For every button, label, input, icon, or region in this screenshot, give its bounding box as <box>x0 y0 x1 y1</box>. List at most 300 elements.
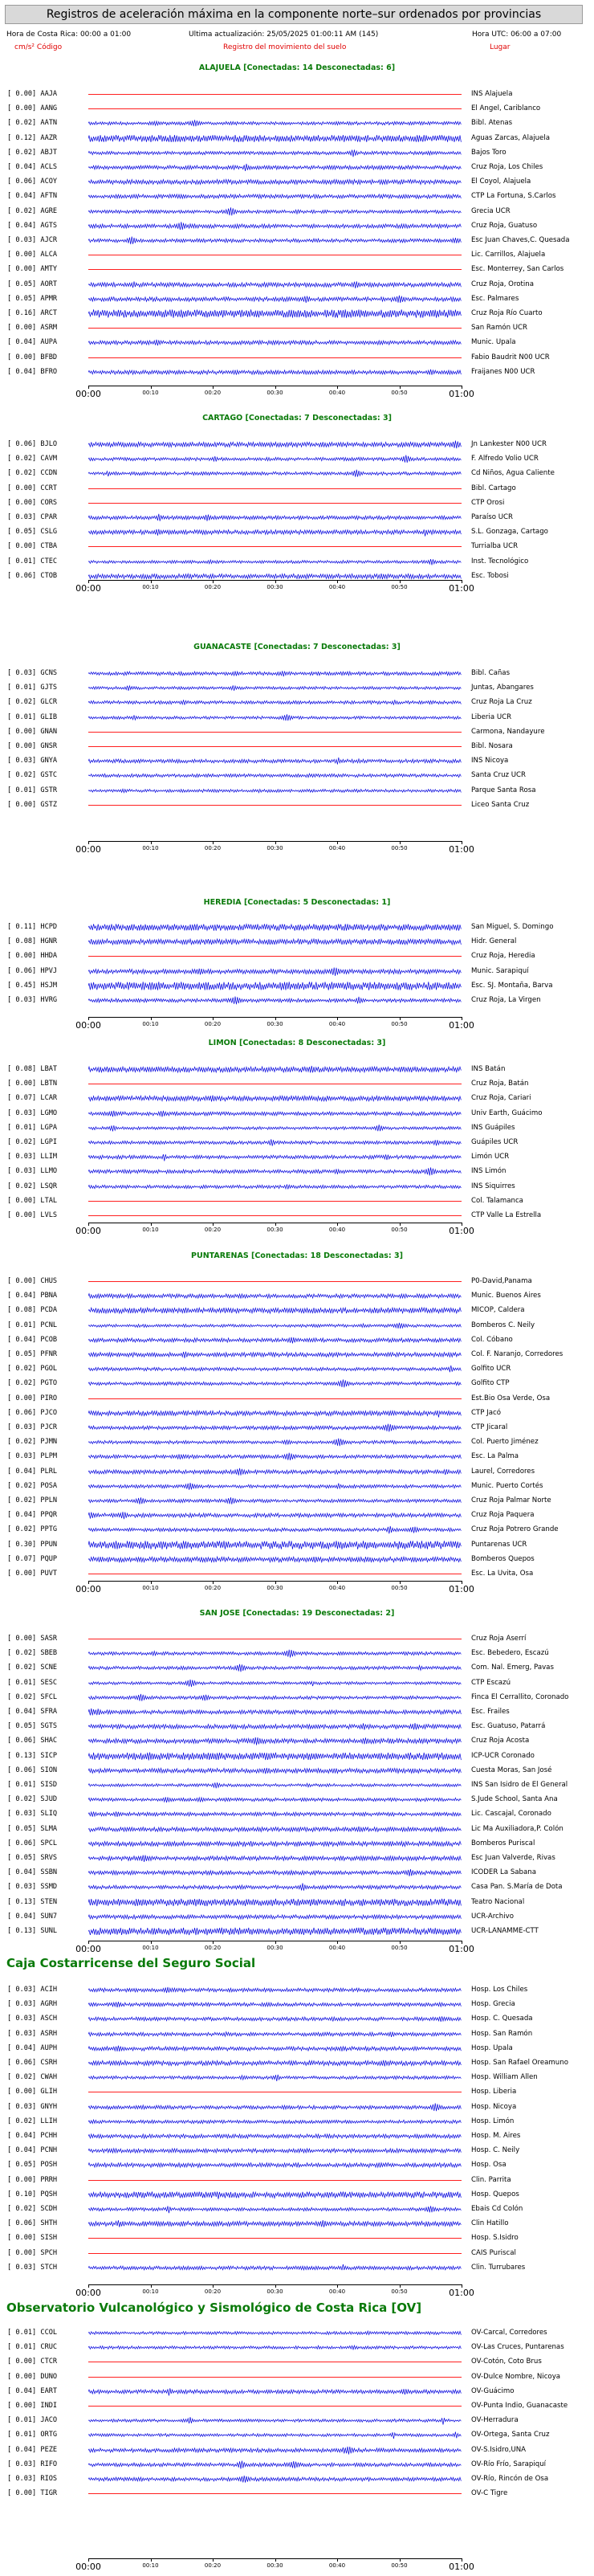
station-location: Carmona, Nandayure <box>471 727 545 736</box>
axis-minor-label: 00:40 <box>328 2562 346 2569</box>
station-row <box>0 2233 594 2243</box>
trace-waveform <box>88 1826 461 1831</box>
seismic-trace <box>88 1182 462 1192</box>
station-row <box>0 2263 594 2273</box>
station-location: Cruz Roja, Cariari <box>471 1094 531 1103</box>
seismic-trace <box>88 2386 462 2397</box>
seismic-trace <box>88 2160 462 2170</box>
disconnected-trace <box>88 264 462 275</box>
station-location: OV-C Tigre <box>471 2489 508 2498</box>
station-code: [ 0.06] SHTH <box>7 2219 58 2228</box>
seismic-trace <box>88 1481 462 1492</box>
station-row <box>0 1985 594 1995</box>
trace-waveform <box>88 1453 461 1460</box>
trace-waveform <box>88 774 461 778</box>
axis-tick <box>337 841 338 844</box>
axis-tick <box>275 1941 276 1944</box>
axis-tick <box>337 386 338 389</box>
unit-code-header: cm/s² Código <box>14 43 63 51</box>
station-row <box>0 2415 594 2426</box>
station-location: OV-Río, Rincón de Osa <box>471 2475 549 2483</box>
seismic-trace <box>88 2219 462 2229</box>
disconnected-trace <box>88 2401 462 2411</box>
station-row <box>0 250 594 260</box>
station-location: Bibl. Atenas <box>471 119 513 128</box>
station-location: CTP Jicaral <box>471 1423 508 1431</box>
station-row <box>0 280 594 290</box>
station-row <box>0 323 594 333</box>
seismic-trace <box>88 2145 462 2156</box>
station-row <box>0 1794 594 1805</box>
station-code: [ 0.03] ASRH <box>7 2029 58 2038</box>
station-location: Lic. Carrillos, Alajuela <box>471 251 546 259</box>
station-row <box>0 1721 594 1732</box>
trace-waveform <box>88 1752 461 1760</box>
station-row <box>0 1152 594 1162</box>
axis-tick <box>151 2558 152 2562</box>
seismic-trace <box>88 1108 462 1119</box>
trace-waveform <box>88 149 461 157</box>
station-code: [ 0.00] GNSR <box>7 742 58 750</box>
axis-minor-label: 00:10 <box>142 584 159 590</box>
trace-waveform <box>88 2432 461 2439</box>
trace-waveform <box>88 967 461 975</box>
station-location: Col. Talamanca <box>471 1196 523 1205</box>
station-row <box>0 221 594 231</box>
station-code: [ 0.13] STEN <box>7 1897 58 1906</box>
section-title: SAN JOSE [Conectadas: 19 Desconectadas: 2] <box>199 1609 395 1618</box>
trace-waveform <box>88 1782 461 1788</box>
axis-tick <box>213 1941 214 1944</box>
station-location: Cruz Roja, Heredia <box>471 952 535 961</box>
station-code: [ 0.04] PBNA <box>7 1292 58 1300</box>
seismic-trace <box>88 2058 462 2068</box>
station-row <box>0 683 594 693</box>
axis-minor-label: 00:40 <box>328 390 346 396</box>
station-code: [ 0.00] AMTY <box>7 265 58 274</box>
station-row <box>0 1751 594 1762</box>
station-code: [ 0.00] CORS <box>7 498 58 507</box>
station-code: [ 0.02] CCDN <box>7 469 58 478</box>
station-code: [ 0.04] PEZE <box>7 2445 58 2454</box>
station-row <box>0 1196 594 1206</box>
station-row <box>0 1210 594 1221</box>
station-code: [ 0.04] AGTS <box>7 221 58 230</box>
station-code: [ 0.10] PQSH <box>7 2190 58 2198</box>
axis-minor-label: 00:30 <box>266 1021 283 1027</box>
trace-waveform <box>88 340 461 345</box>
station-row <box>0 2401 594 2411</box>
trace-waveform <box>88 671 461 676</box>
seismic-trace <box>88 454 462 464</box>
axis-minor-label: 00:10 <box>142 845 159 851</box>
trace-waveform <box>88 757 461 764</box>
axis-minor-label: 00:50 <box>391 1021 408 1027</box>
station-code: [ 0.03] GNYA <box>7 757 58 765</box>
seismic-trace <box>88 1467 462 1477</box>
station-code: [ 0.06] CSRH <box>7 2059 58 2067</box>
disconnected-trace <box>88 741 462 752</box>
axis-tick <box>275 1017 276 1020</box>
station-code: [ 0.01] PCNL <box>7 1321 58 1329</box>
trace-waveform <box>88 1512 461 1519</box>
station-code: [ 0.00] CTCR <box>7 2358 58 2366</box>
station-row <box>0 995 594 1006</box>
station-location: Bibl. Nosara <box>471 742 513 750</box>
station-code: [ 0.02] PGOL <box>7 1365 58 1374</box>
station-location: Esc. Tobosi <box>471 571 509 580</box>
station-location: Cd Niños, Agua Caliente <box>471 469 555 478</box>
station-code: [ 0.02] SCDH <box>7 2205 58 2213</box>
station-row <box>0 1378 594 1389</box>
station-code: [ 0.00] GNAN <box>7 727 58 736</box>
station-row <box>0 89 594 100</box>
station-row <box>0 118 594 129</box>
station-row <box>0 2430 594 2440</box>
seismic-trace <box>88 668 462 679</box>
station-location: Hosp. Upala <box>471 2043 513 2052</box>
station-location: Esc. La Uvita, Osa <box>471 1570 534 1578</box>
seismic-trace <box>88 1839 462 1849</box>
trace-waveform <box>88 1066 461 1072</box>
seismic-trace <box>88 1707 462 1717</box>
disconnected-trace <box>88 1394 462 1404</box>
station-row <box>0 1394 594 1404</box>
trace-waveform <box>88 120 461 127</box>
station-location: UCR-Archivo <box>471 1912 514 1921</box>
axis-minor-label: 00:50 <box>391 390 408 396</box>
trace-waveform <box>88 1139 461 1145</box>
seismic-trace <box>88 235 462 246</box>
station-code: [ 0.00] LTAL <box>7 1196 58 1205</box>
axis-major-label: 00:00 <box>75 844 101 855</box>
station-location: Finca El Cerrallito, Coronado <box>471 1692 569 1701</box>
trace-waveform <box>88 2031 461 2036</box>
axis-tick <box>275 2284 276 2288</box>
station-code: [ 0.02] AGRE <box>7 206 58 215</box>
seismic-trace <box>88 367 462 378</box>
seismic-trace <box>88 1349 462 1360</box>
station-code: [ 0.04] AUPH <box>7 2043 58 2052</box>
station-location: CTP Jacó <box>471 1408 501 1417</box>
seismic-trace <box>88 1451 462 1462</box>
station-code: [ 0.00] INDI <box>7 2402 58 2410</box>
station-row <box>0 2087 594 2097</box>
station-code: [ 0.04] PCNH <box>7 2146 58 2155</box>
station-row <box>0 1912 594 1922</box>
trace-waveform <box>88 1366 461 1372</box>
station-location: CTP La Fortuna, S.Carlos <box>471 192 556 201</box>
station-row <box>0 2328 594 2338</box>
station-location: Univ Earth, Guácimo <box>471 1108 543 1117</box>
section-title: Observatorio Vulcanológico y Sismológico de Costa Rica [OV] <box>6 2300 422 2315</box>
axis-tick <box>400 1017 401 1020</box>
seismic-trace <box>88 1123 462 1133</box>
axis-tick <box>275 1581 276 1584</box>
station-row <box>0 1678 594 1688</box>
station-code: [ 0.02] GLCR <box>7 698 58 707</box>
station-location: Golfito CTP <box>471 1379 510 1388</box>
disconnected-trace <box>88 250 462 260</box>
axis-tick <box>213 580 214 583</box>
station-row <box>0 1707 594 1717</box>
disconnected-trace <box>88 2233 462 2243</box>
station-location: Hosp. Los Chiles <box>471 1986 528 1994</box>
trace-waveform <box>88 2331 461 2335</box>
station-location: Jn Lankester N00 UCR <box>471 440 547 448</box>
trace-waveform <box>88 2149 461 2153</box>
axis-tick <box>275 386 276 389</box>
station-row <box>0 2445 594 2456</box>
station-row <box>0 1291 594 1301</box>
station-row <box>0 800 594 810</box>
station-code: [ 0.03] SLIQ <box>7 1810 58 1819</box>
axis-minor-label: 00:40 <box>328 1585 346 1591</box>
station-location: Hosp. Quepos <box>471 2190 519 2198</box>
station-location: P0-David,Panama <box>471 1277 532 1285</box>
station-location: Cuesta Moras, San José <box>471 1766 552 1774</box>
station-row <box>0 2219 594 2229</box>
trace-waveform <box>88 1884 461 1891</box>
axis-tick <box>151 2284 152 2288</box>
axis-tick <box>275 1223 276 1226</box>
station-code: [ 0.02] PPLN <box>7 1496 58 1504</box>
axis-minor-label: 00:40 <box>328 1227 346 1233</box>
axis-tick <box>213 386 214 389</box>
trace-waveform <box>88 700 461 705</box>
station-location: Hosp. San Ramón <box>471 2029 533 2038</box>
station-row <box>0 1321 594 1331</box>
station-row <box>0 1437 594 1447</box>
seismic-trace <box>88 1305 462 1316</box>
trace-waveform <box>88 1352 461 1358</box>
station-row <box>0 527 594 537</box>
station-row <box>0 770 594 781</box>
time-axis <box>75 841 474 859</box>
station-row <box>0 1766 594 1776</box>
trace-waveform <box>88 1708 461 1716</box>
station-location: Esc Juan Valverde, Rivas <box>471 1854 555 1862</box>
station-code: [ 0.03] LLMO <box>7 1167 58 1176</box>
station-row <box>0 2248 594 2259</box>
trace-waveform <box>88 1928 461 1935</box>
trace-waveform <box>88 714 461 721</box>
trace-waveform <box>88 529 461 537</box>
trace-waveform <box>88 1337 461 1344</box>
station-location: Cruz Roja Aserrí <box>471 1635 527 1643</box>
seismic-trace <box>88 922 462 933</box>
trace-waveform <box>88 559 461 565</box>
seismic-trace <box>88 2029 462 2039</box>
axis-minor-label: 00:20 <box>204 390 222 396</box>
station-row <box>0 668 594 679</box>
seismic-trace <box>88 2117 462 2127</box>
station-code: [ 0.01] CTEC <box>7 557 58 565</box>
station-code: [ 0.01] ORTG <box>7 2431 58 2439</box>
time-axis <box>75 1223 474 1240</box>
seismic-trace <box>88 2460 462 2470</box>
station-code: [ 0.01] LGPA <box>7 1123 58 1132</box>
axis-minor-label: 00:40 <box>328 1021 346 1027</box>
station-location: San Miguel, S. Domingo <box>471 923 554 931</box>
seismic-trace <box>88 1999 462 2010</box>
station-row <box>0 2131 594 2141</box>
station-location: OV-Guácimo <box>471 2386 515 2395</box>
axis-tick <box>151 386 152 389</box>
time-axis <box>75 2284 474 2302</box>
station-row <box>0 1408 594 1419</box>
seismic-trace <box>88 1093 462 1104</box>
station-code: [ 0.05] POSH <box>7 2161 58 2170</box>
station-location: Lic Ma Auxiliadora,P. Colón <box>471 1824 563 1833</box>
station-code: [ 0.05] APMR <box>7 294 58 303</box>
station-code: [ 0.03] RIFO <box>7 2460 58 2468</box>
axis-major-label: 00:00 <box>75 2562 101 2572</box>
station-row <box>0 1510 594 1521</box>
trace-waveform <box>88 455 461 463</box>
station-code: [ 0.03] STCH <box>7 2263 58 2272</box>
trace-waveform <box>88 1664 461 1672</box>
station-row <box>0 1525 594 1535</box>
station-location: OV-Punta Indio, Guanacaste <box>471 2402 568 2410</box>
axis-tick <box>337 580 338 583</box>
station-code: [ 0.00] CTBA <box>7 542 58 551</box>
seismic-trace <box>88 221 462 231</box>
station-row <box>0 697 594 708</box>
station-location: Parque Santa Rosa <box>471 786 536 794</box>
station-location: ICODER La Sabana <box>471 1868 536 1877</box>
seismic-trace <box>88 1423 462 1433</box>
station-location: Cruz Roja Río Cuarto <box>471 309 543 317</box>
station-row <box>0 1569 594 1579</box>
station-row <box>0 177 594 187</box>
station-location: Munic. Upala <box>471 338 516 347</box>
disconnected-trace <box>88 800 462 810</box>
station-code: [ 0.03] AJCR <box>7 236 58 244</box>
trace-waveform <box>88 1557 461 1562</box>
axis-major-label: 01:00 <box>449 1944 474 1954</box>
axis-minor-label: 00:30 <box>266 584 283 590</box>
axis-major-label: 01:00 <box>449 583 474 594</box>
axis-major-label: 00:00 <box>75 1020 101 1031</box>
station-location: Grecia UCR <box>471 206 511 215</box>
trace-waveform <box>88 789 461 793</box>
station-location: Cruz Roja, Orotina <box>471 280 535 288</box>
station-row <box>0 1824 594 1835</box>
station-code: [ 0.02] ABJT <box>7 148 58 157</box>
seismic-trace <box>88 1824 462 1835</box>
disconnected-trace <box>88 2357 462 2367</box>
axis-major-label: 01:00 <box>449 2562 474 2572</box>
station-code: [ 0.00] ALCA <box>7 251 58 259</box>
seismic-trace <box>88 206 462 217</box>
section-title: GUANACASTE [Conectadas: 7 Desconectadas: 3] <box>193 643 401 651</box>
trace-waveform <box>88 369 461 375</box>
station-location: ICP-UCR Coronado <box>471 1751 535 1760</box>
station-location: Ebais Cd Colón <box>471 2205 523 2213</box>
station-location: Hosp. Liberia <box>471 2088 517 2096</box>
seismic-trace <box>88 786 462 796</box>
station-location: INS Alajuela <box>471 90 513 98</box>
trace-waveform <box>88 281 461 288</box>
seismic-trace <box>88 1912 462 1922</box>
seismic-trace <box>88 995 462 1006</box>
section-title: ALAJUELA [Conectadas: 14 Desconectadas: 6] <box>198 63 396 72</box>
station-code: [ 0.01] SISD <box>7 1781 58 1789</box>
disconnected-trace <box>88 323 462 333</box>
trace-waveform <box>88 222 461 230</box>
trace-waveform <box>88 2460 461 2468</box>
station-row <box>0 1999 594 2010</box>
station-code: [ 0.00] LVLS <box>7 1211 58 1219</box>
station-row <box>0 1882 594 1892</box>
seismic-trace <box>88 756 462 766</box>
station-row <box>0 541 594 552</box>
station-code: [ 0.04] EART <box>7 2386 58 2395</box>
station-code: [ 0.06] PJCO <box>7 1408 58 1417</box>
station-code: [ 0.03] GCNS <box>7 669 58 677</box>
station-location: Col. Puerto Jiménez <box>471 1438 539 1447</box>
station-location: Cruz Roja, Los Chiles <box>471 163 543 171</box>
station-code: [ 0.00] LBTN <box>7 1080 58 1088</box>
station-code: [ 0.04] AFTN <box>7 192 58 201</box>
station-row <box>0 2372 594 2382</box>
station-row <box>0 1481 594 1492</box>
station-location: OV-Dulce Nombre, Nicoya <box>471 2372 561 2381</box>
station-location: Cruz Roja, La Virgen <box>471 996 541 1004</box>
axis-minor-label: 00:30 <box>266 845 283 851</box>
station-code: [ 0.03] HVRG <box>7 996 58 1004</box>
station-row <box>0 1926 594 1937</box>
station-row <box>0 2058 594 2068</box>
disconnected-trace <box>88 1210 462 1221</box>
station-location: Golfito UCR <box>471 1365 511 1374</box>
station-row <box>0 1496 594 1506</box>
station-row <box>0 1305 594 1316</box>
station-location: Cruz Roja, Guatuso <box>471 221 538 230</box>
trace-waveform <box>88 1650 461 1658</box>
axis-tick <box>213 1581 214 1584</box>
seismic-trace <box>88 2102 462 2113</box>
seismic-trace <box>88 527 462 537</box>
trace-waveform <box>88 180 461 185</box>
axis-minor-label: 00:40 <box>328 2288 346 2295</box>
trace-waveform <box>88 1541 461 1549</box>
station-location: INS Siquirres <box>471 1182 515 1190</box>
station-code: [ 0.08] PCDA <box>7 1306 58 1315</box>
axis-major-label: 00:00 <box>75 583 101 594</box>
seismic-trace <box>88 1321 462 1331</box>
station-location: INS Limón <box>471 1167 507 1176</box>
axis-minor-label: 00:10 <box>142 1945 159 1951</box>
station-row <box>0 1554 594 1565</box>
station-code: [ 0.03] PLPM <box>7 1452 58 1461</box>
axis-major-label: 01:00 <box>449 844 474 855</box>
station-code: [ 0.03] PJCR <box>7 1423 58 1431</box>
seismic-trace <box>88 2204 462 2215</box>
station-code: [ 0.03] LLIM <box>7 1153 58 1161</box>
seismic-trace <box>88 2131 462 2141</box>
station-row <box>0 337 594 348</box>
axis-minor-label: 00:30 <box>266 2288 283 2295</box>
station-location: Santa Cruz UCR <box>471 771 527 780</box>
station-code: [ 0.00] TIGR <box>7 2489 58 2498</box>
station-row <box>0 2102 594 2113</box>
disconnected-trace <box>88 1196 462 1206</box>
station-code: [ 0.00] AAJA <box>7 90 58 98</box>
axis-tick <box>400 1581 401 1584</box>
page-title: Registros de aceleración máxima en la componente norte–sur ordenados por provincias <box>5 5 583 24</box>
